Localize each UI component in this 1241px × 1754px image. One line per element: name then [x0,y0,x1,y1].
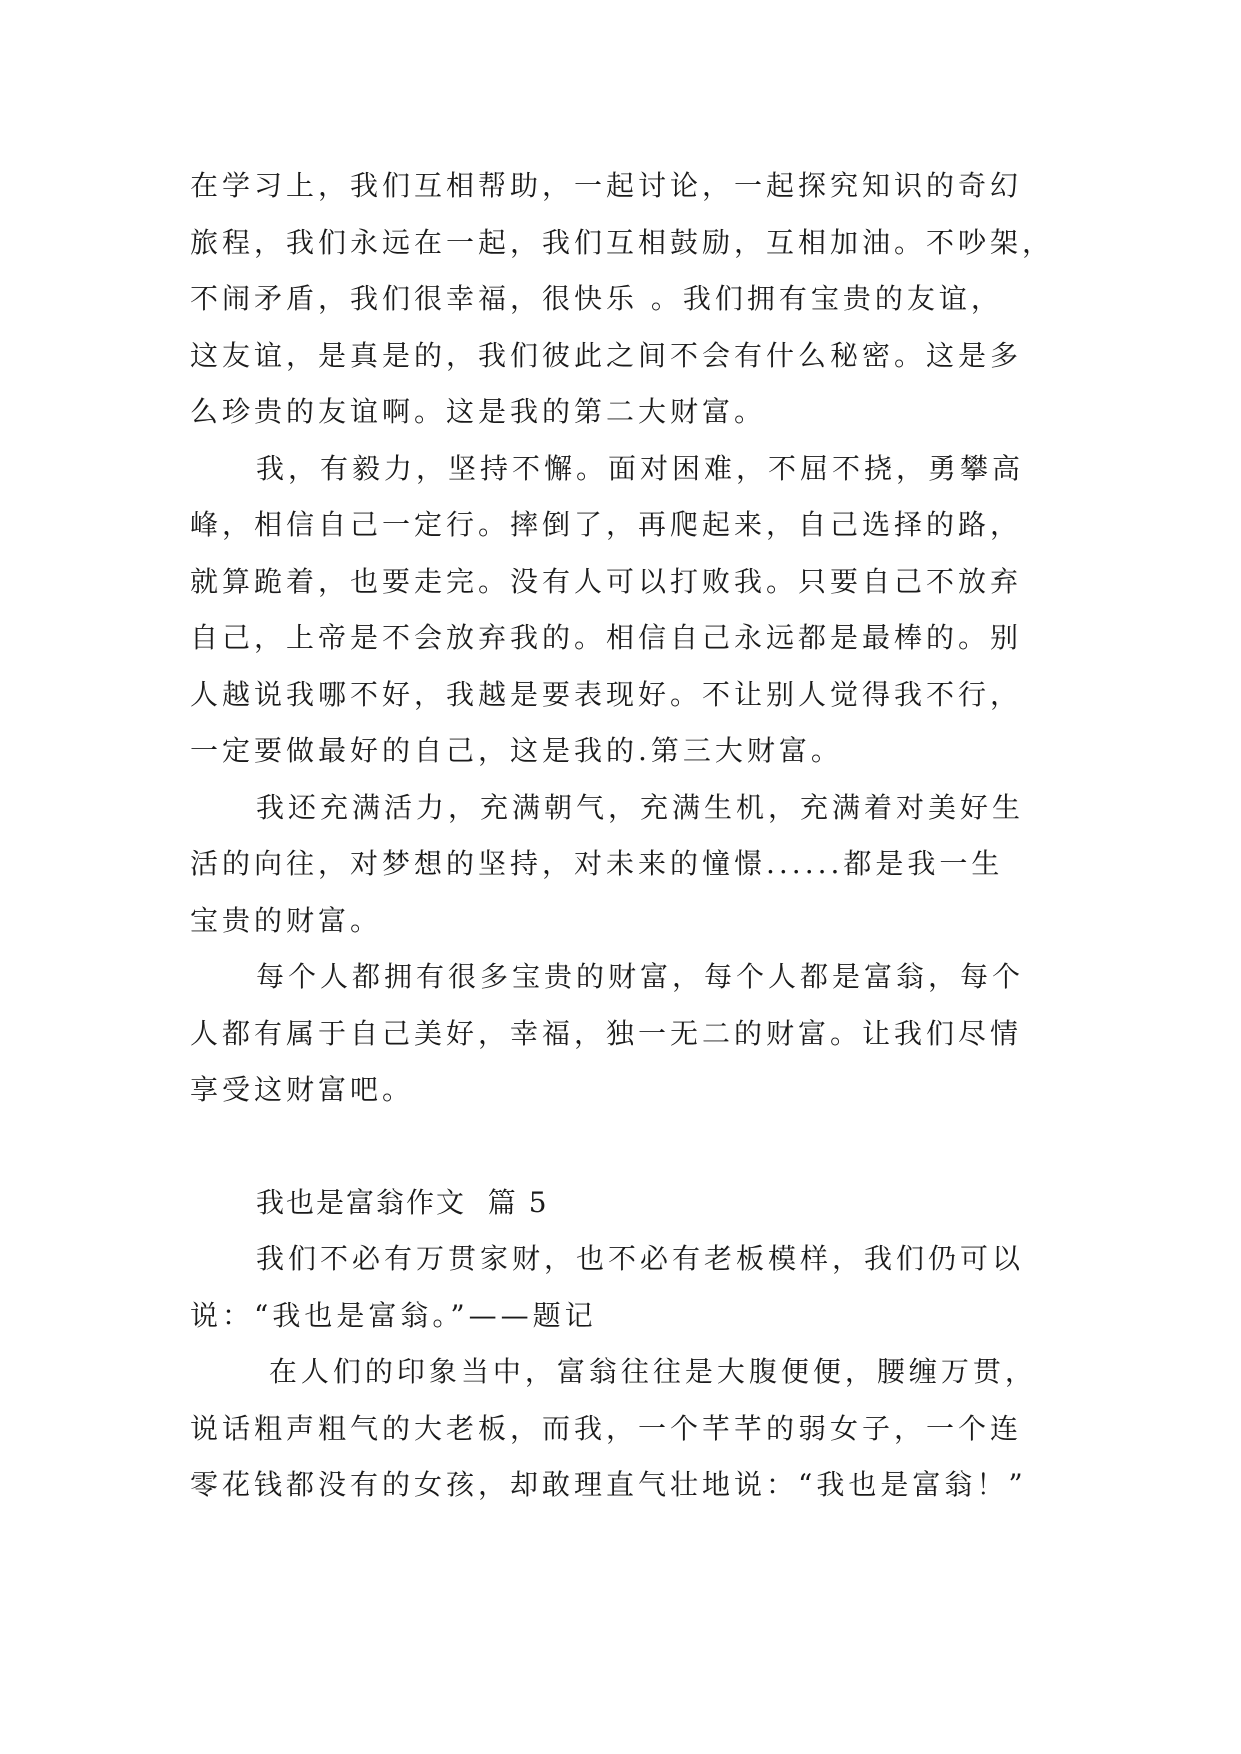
text-line: 人越说我哪不好，我越是要表现好。不让别人觉得我不行， [190,677,1023,711]
text-line: 么珍贵的友谊啊。这是我的第二大财富。 [190,395,767,428]
text-line: 在人们的印象当中，富翁往往是大腹便便，腰缠万贯， [256,1355,1037,1388]
paragraph-epigraph [190,1231,1070,1344]
paragraph-impression [190,1344,1070,1514]
text-line: 说话粗声粗气的大老板，而我，一个芊芊的弱女子，一个连 [190,1411,1023,1445]
text-line: 旅程，我们永远在一起，我们互相鼓励，互相加油。不吵架， [190,225,1055,259]
text-line: 宝贵的财富。 [190,903,383,937]
text-line: 自己，上帝是不会放弃我的。相信自己永远都是最棒的。别 [190,621,1023,654]
text-line: 享受这财富吧。 [190,1073,415,1106]
text-line: 说：“我也是富翁。”——题记 [190,1298,597,1332]
text-line: 零花钱都没有的女孩，却敢理直气壮地说：“我也是富翁！” [190,1468,1027,1501]
paragraph-everyone-rich [190,949,1070,1119]
text-line: 我，有毅力，坚持不懈。面对困难，不屈不挠，勇攀高 [256,451,1025,485]
text-line: 我们不必有万贯家财，也不必有老板模样，我们仍可以 [256,1242,1025,1275]
text-line: 不闹矛盾，我们很幸福，很快乐 。我们拥有宝贵的友谊， [190,282,1003,315]
text-line: 活的向往，对梦想的坚持，对未来的憧憬......都是我一生 [190,847,1004,880]
paragraph-perseverance [190,441,1070,780]
section-heading: 我也是富翁作文 篇 5 [256,1185,549,1219]
text-line: 一定要做最好的自己，这是我的.第三大财富。 [190,734,843,767]
text-line: 峰，相信自己一定行。摔倒了，再爬起来，自己选择的路， [190,508,1023,541]
paragraph-friendship [190,158,1070,441]
text-line: 每个人都拥有很多宝贵的财富，每个人都是富翁，每个 [256,960,1025,993]
paragraph-vitality [190,780,1070,950]
text-line: 我还充满活力，充满朝气，充满生机，充满着对美好生 [256,790,1025,824]
document-body [190,158,1070,1514]
text-line: 在学习上，我们互相帮助，一起讨论，一起探究知识的奇幻 [190,169,1023,202]
text-line: 就算跪着，也要走完。没有人可以打败我。只要自己不放弃 [190,564,1023,598]
section-spacer [190,1119,1070,1175]
text-line: 人都有属于自己美好，幸福，独一无二的财富。让我们尽情 [190,1016,1023,1050]
text-line: 这友谊，是真是的，我们彼此之间不会有什么秘密。这是多 [190,338,1023,372]
